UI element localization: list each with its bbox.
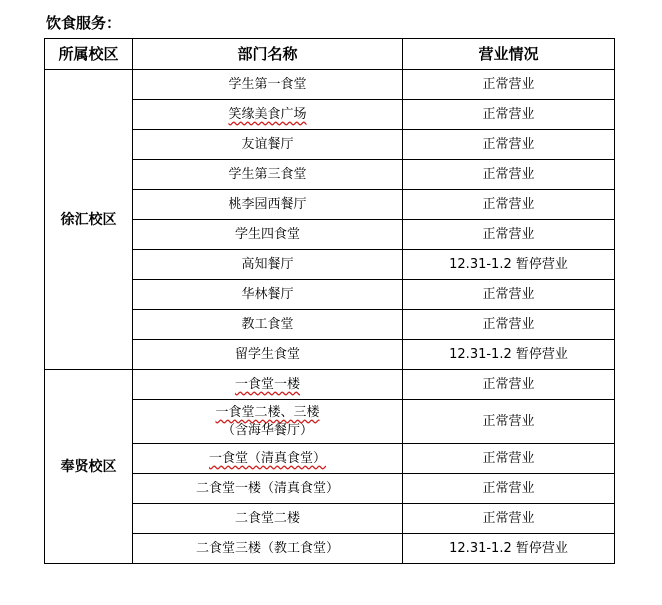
department-cell: 二食堂三楼（教工食堂） [133, 534, 403, 564]
department-cell [133, 100, 403, 130]
department-cell: 学生四食堂 [133, 220, 403, 250]
status-cell: 正常营业 [403, 100, 615, 130]
department-cell: 二食堂二楼 [133, 504, 403, 534]
status-cell: 正常营业 [403, 310, 615, 340]
department-cell: 华林餐厅 [133, 280, 403, 310]
section-title: 饮食服务： [46, 14, 122, 32]
status-cell: 正常营业 [403, 130, 615, 160]
status-cell: 正常营业 [403, 70, 615, 100]
status-cell: 12.31-1.2 暂停营业 [403, 534, 615, 564]
department-text: 一食堂一楼 [234, 376, 300, 392]
department-cell [133, 370, 403, 400]
department-cell: 留学生食堂 [133, 340, 403, 370]
header-status: 营业情况 [403, 39, 615, 70]
department-text-line2: （含海华餐厅） [221, 422, 313, 438]
status-cell: 正常营业 [403, 444, 615, 474]
department-cell [133, 400, 403, 444]
table-row [45, 370, 615, 400]
status-cell: 12.31-1.2 暂停营业 [403, 250, 615, 280]
status-cell: 正常营业 [403, 280, 615, 310]
campus-cell: 徐汇校区 [45, 70, 133, 370]
status-cell: 正常营业 [403, 190, 615, 220]
status-cell: 12.31-1.2 暂停营业 [403, 340, 615, 370]
department-cell: 桃李园西餐厅 [133, 190, 403, 220]
table-header-row [45, 39, 615, 70]
department-cell: 二食堂一楼（清真食堂） [133, 474, 403, 504]
department-cell: 高知餐厅 [133, 250, 403, 280]
status-cell: 正常营业 [403, 474, 615, 504]
department-text: 笑缘美食广场 [228, 106, 307, 122]
campus-cell: 奉贤校区 [45, 370, 133, 564]
department-text-line1: 一食堂二楼、三楼 [215, 404, 320, 420]
department-cell: 学生第三食堂 [133, 160, 403, 190]
status-cell: 正常营业 [403, 504, 615, 534]
dining-services-table [44, 38, 615, 564]
status-cell: 正常营业 [403, 220, 615, 250]
department-text: 一食堂（清真食堂） [208, 450, 326, 466]
header-department: 部门名称 [133, 39, 403, 70]
department-cell [133, 444, 403, 474]
department-cell: 教工食堂 [133, 310, 403, 340]
status-cell: 正常营业 [403, 160, 615, 190]
status-cell: 正常营业 [403, 400, 615, 444]
header-campus: 所属校区 [45, 39, 133, 70]
status-cell: 正常营业 [403, 370, 615, 400]
table-row [45, 70, 615, 100]
department-cell: 友谊餐厅 [133, 130, 403, 160]
department-cell: 学生第一食堂 [133, 70, 403, 100]
